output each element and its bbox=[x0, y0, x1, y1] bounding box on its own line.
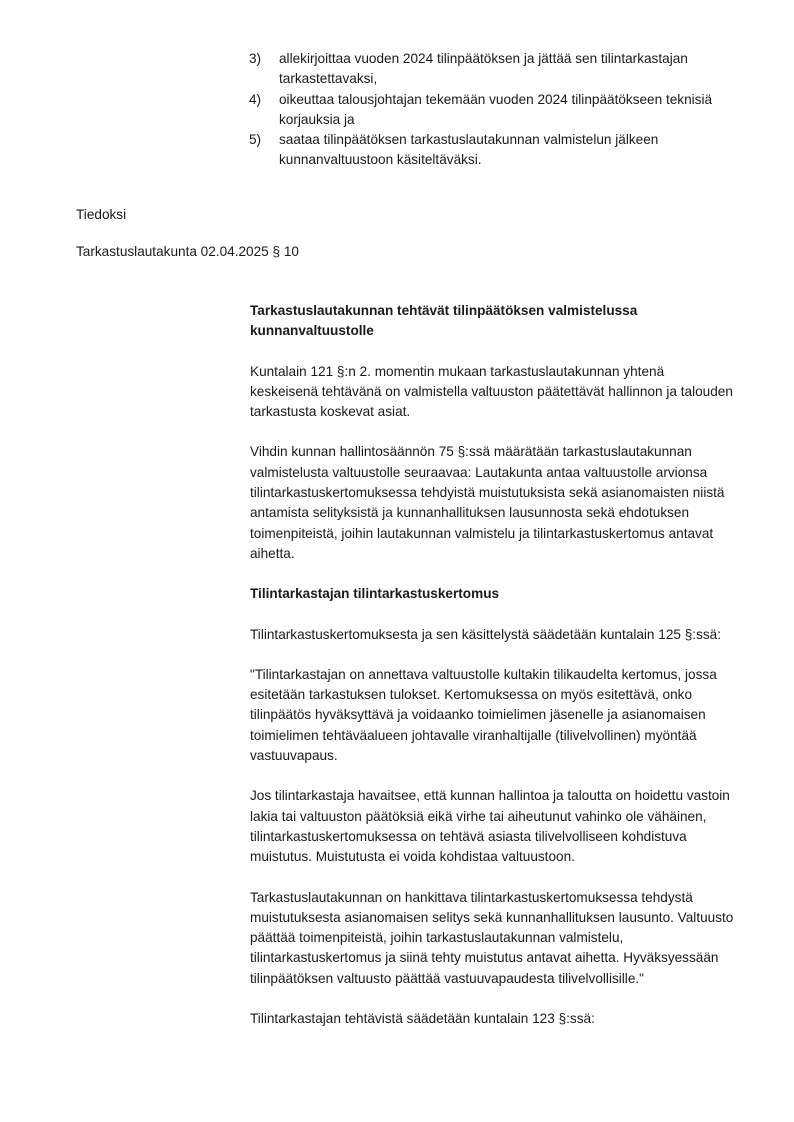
decision-list bbox=[249, 49, 749, 171]
quoted-paragraph: "Tilintarkastajan on annettava valtuustolle kultakin tilikaudelta kertomus, jossa esitetään tarkastuksen tulokset. Kertomuksessa on myös esitettävä, onko tilinpäätös hyväksyttävä ja voidaanko toimielimen jäsenelle ja asianomaisen toimielimen tehtäväalueen johtavalle viranhaltijalle (tilivelvollinen) myöntää vastuuvapaus. bbox=[250, 666, 717, 764]
quoted-paragraph: Tarkastuslautakunnan on hankittava tilintarkastuskertomuksessa tehdystä muistutuksesta asianomaisen selitys sekä kunnanhallituksen lausunto. Valtuusto päättää toimenpiteistä, joihin tarkastuslautakunnan valmistelu, tilintarkastuskertomus ja siinä tehty muistutus antavat aihetta. Hyväksyessään tilinpäätöksen valtuusto päättää vastuuvapaudesta tilivelvollisille." bbox=[250, 889, 734, 986]
meeting-reference: Tarkastuslautakunta 02.04.2025 § 10 bbox=[76, 244, 299, 259]
list-item bbox=[249, 90, 749, 131]
item-number: 4) bbox=[249, 91, 262, 107]
paragraph: Kuntalain 121 §:n 2. momentin mukaan tarkastuslautakunnan yhtenä keskeisenä tehtävänä on valmistella valtuuston päätettävät hallinnon ja talouden tarkastusta koskevat asiat. bbox=[250, 363, 733, 420]
tiedoksi-label: Tiedoksi bbox=[76, 207, 127, 222]
document-body bbox=[250, 301, 735, 1049]
item-number: 5) bbox=[249, 132, 262, 148]
paragraph: Vihdin kunnan hallintosäännön 75 §:ssä määrätään tarkastuslautakunnan valmistelusta valtuustolle seuraavaa: Lautakunta antaa valtuustolle arvionsa tilintarkastuskertomuksessa tehdyistä muistutuksista sekä asianomaisten niistä antamista selityksistä ja kunnanhallituksen lausunnosta sekä ehdotuksen toimenpiteistä, joihin lautakunnan valmistelu ja tilintarkastuskertomus antavat aihetta. bbox=[250, 444, 725, 561]
paragraph: Tilintarkastuskertomuksesta ja sen käsittelystä säädetään kuntalain 125 §:ssä: bbox=[250, 626, 721, 642]
section-heading: Tilintarkastajan tilintarkastuskertomus bbox=[250, 586, 500, 602]
section-heading: Tarkastuslautakunnan tehtävät tilinpäätöksen valmistelussa kunnanvaltuustolle bbox=[250, 303, 638, 339]
item-text: allekirjoittaa vuoden 2024 tilinpäätöksen ja jättää sen tilintarkastajan tarkastettavaksi, bbox=[279, 51, 688, 87]
paragraph: Tilintarkastajan tehtävistä säädetään kuntalain 123 §:ssä: bbox=[250, 1011, 595, 1027]
list-item bbox=[249, 49, 749, 90]
item-number: 3) bbox=[249, 51, 262, 66]
list-item bbox=[249, 130, 749, 171]
quoted-paragraph: Jos tilintarkastaja havaitsee, että kunnan hallintoa ja taloutta on hoidettu vastoin lakia tai valtuuston päätöksiä eikä virhe tai aiheutunut vahinko ole vähäinen, tilintarkastuskertomuksessa on tehtävä asiasta tilivelvolliseen kohdistuva muistutus. Muistutusta ei voida kohdistaa valtuustoon. bbox=[250, 788, 730, 865]
item-text: saataa tilinpäätöksen tarkastuslautakunnan valmistelun jälkeen kunnanvaltuustoon käsiteltäväksi. bbox=[279, 132, 659, 168]
item-text: oikeuttaa talousjohtajan tekemään vuoden 2024 tilinpäätökseen teknisiä korjauksia ja bbox=[279, 91, 713, 127]
